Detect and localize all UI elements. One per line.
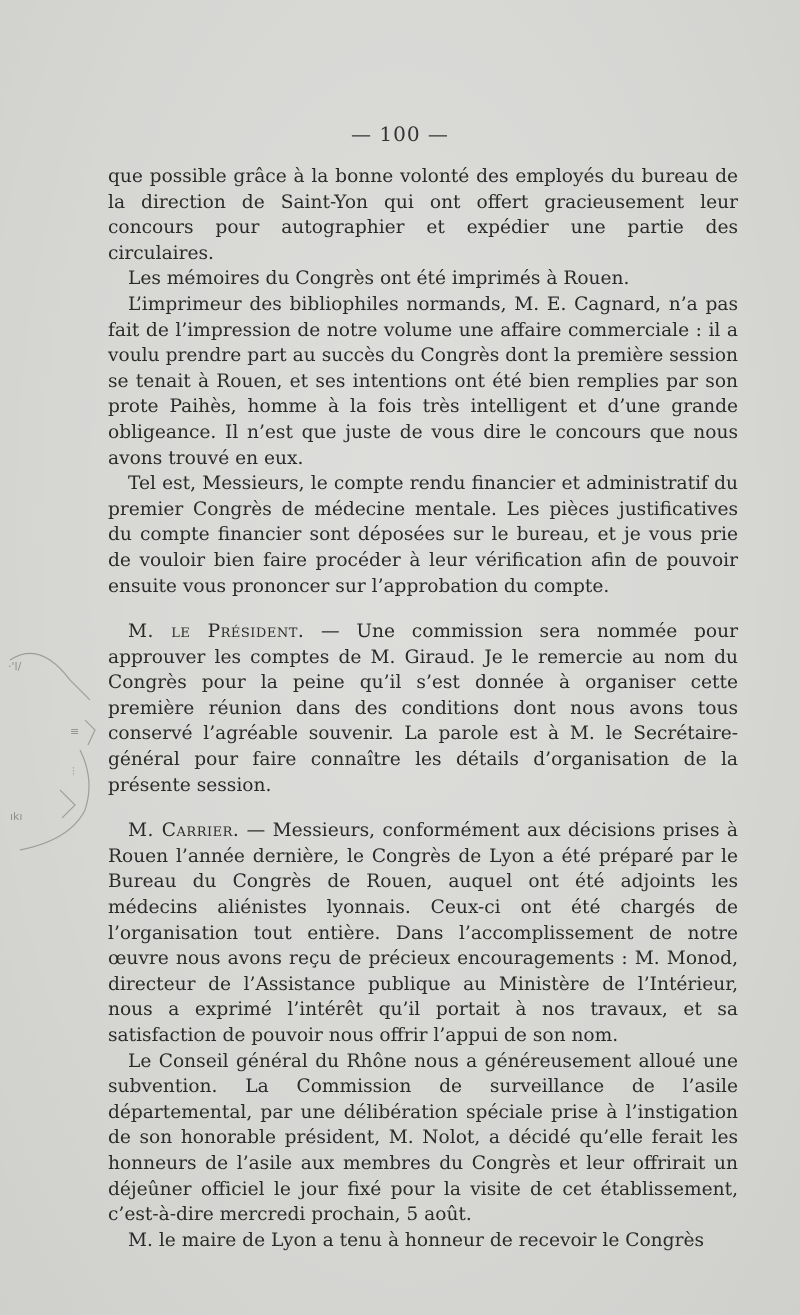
carrier-speech: — Messieurs, conformément aux décisions prises à Rouen l’année dernière, le Congrès de Lyon a été préparé par le Bureau du Congrès de Rouen, auquel ont été adjoints les médecins aliénistes lyonnais. Ceux-ci ont été chargés de l’organisation tout entière. Dans l’accomplissement de notre œuvre nous avons reçu de précieux encouragements : M. Monod, directeur de l’Assistance publique au Ministère de l’Intérieur, nous a exprimé l’intérêt qu’il portait à nos travaux, et sa satisfaction de pouvoir nous offrir l’appui de son nom. (108, 820, 738, 1046)
speaker-carrier: M. Carrier. (128, 820, 240, 842)
paragraph-compte-rendu: Tel est, Messieurs, le compte rendu financier et administratif du premier Congrès de médecine mentale. Les pièces justificatives du compte financier sont déposées sur le bureau, et je vous prie de vouloir bien faire procéder à leur vérification afin de pouvoir ensuite vous prononcer sur l’approbation du compte. (108, 473, 738, 597)
svg-text:⫶: ⫶ (72, 765, 75, 778)
library-stamp-fragment (0, 640, 100, 860)
paragraph-president (108, 619, 738, 798)
svg-text:≡: ≡ (70, 725, 80, 738)
president-speech: — Une commission sera nommée pour approuver les comptes de M. Giraud. Je le remercie au nom du Congrès pour la peine qu’il s’est donnée à organiser cette première réunion dans des conditions dont nous avons tous conservé l’agréable souvenir. La parole est à M. le Secrétaire-général pour faire connaître les détails d’organisation de la présente session. (108, 621, 738, 796)
paragraph-conseil-general: Le Conseil général du Rhône nous a généreusement alloué une subvention. La Commission de surveillance de l’asile départemental, par une délibération spéciale prise à l’instigation de son honorable président, M. Nolot, a décidé qu’elle ferait les honneurs de l’asile aux membres du Congrès et leur offrirait un déjeûner officiel le jour fixé pour la visite de cet établissement, c’est-à-dire mercredi prochain, 5 août. (108, 1050, 738, 1226)
paragraph-maire: M. le maire de Lyon a tenu à honneur de recevoir le Congrès (128, 1229, 704, 1251)
speaker-president: M. le Président. (128, 621, 305, 643)
page-number: — 100 — (351, 122, 449, 146)
svg-text:·'l/: ·'l/ (8, 660, 22, 673)
paragraph-memoires: Les mémoires du Congrès ont été imprimés à Rouen. (128, 268, 630, 290)
paragraph-imprimeur: L’imprimeur des bibliophiles normands, M. E. Cagnard, n’a pas fait de l’impression de notre volume une affaire commerciale : il a voulu prendre part au succès du Congrès dont la première session se tenait à Rouen, et ses intentions ont été bien remplies par son prote Paihès, homme à la fois très intelligent et d’une grande obligeance. Il n’est que juste de vous dire le concours que nous avons trouvé en eux. (108, 293, 738, 469)
body-text (108, 164, 738, 1253)
paragraph-carrier (108, 818, 738, 1048)
svg-text:ıkı: ıkı (10, 810, 23, 823)
paragraph-continuation: que possible grâce à la bonne volonté des employés du bureau de la direction de Saint-Yon qui ont offert gracieusement leur concours pour autographier et expédier une partie des circulaires. (108, 166, 738, 264)
